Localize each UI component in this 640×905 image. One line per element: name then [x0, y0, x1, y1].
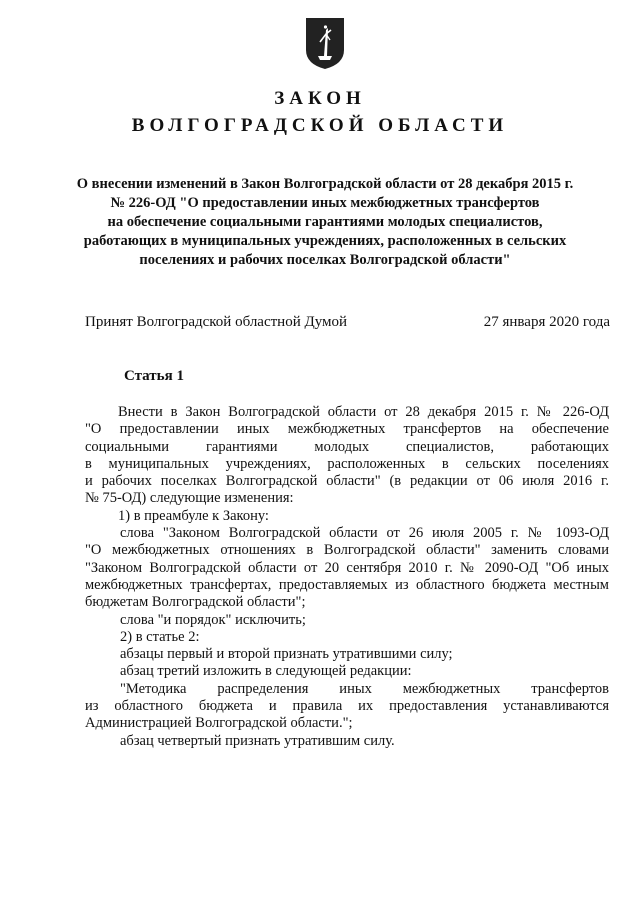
body-line: межбюджетных трансфертах, предоставляемых из областного бюджета местным [85, 576, 609, 593]
body-line: слова "и порядок" исключить; [120, 611, 306, 628]
body-line: абзац четвертый признать утратившим силу. [120, 732, 395, 749]
article-title: Статья 1 [124, 368, 184, 384]
article-body [85, 404, 609, 750]
subject-line: работающих в муниципальных учреждениях, расположенных в сельских [83, 233, 567, 249]
body-line: "Законом Волгоградской области от 20 сентября 2010 г. № 2090-ОД "Об иных [85, 559, 609, 576]
body-line: Администрацией Волгоградской области."; [85, 715, 353, 732]
subject-line: поселениях и рабочих поселках Волгоградской области" [139, 252, 511, 268]
subject-line: № 226-ОД "О предоставлении иных межбюджетных трансфертов [110, 195, 540, 211]
body-line: и рабочих поселках Волгоградской области" (в редакции от 06 июля 2016 г. [85, 473, 609, 490]
body-line: "Методика распределения иных межбюджетных трансфертов [120, 680, 609, 697]
body-line: 2) в статье 2: [120, 628, 200, 645]
region-name: ВОЛГОГРАДСКОЙ ОБЛАСТИ [131, 115, 509, 136]
body-line: слова "Законом Волгоградской области от 26 июля 2005 г. № 1093-ОД [120, 525, 609, 542]
body-line: социальными гарантиями молодых специалистов, работающих [85, 438, 609, 455]
adopted-by: Принят Волгоградской областной Думой [85, 314, 348, 330]
body-line: абзац третий изложить в следующей редакции: [120, 663, 412, 680]
adoption-line [85, 314, 610, 331]
adoption-date: 27 января 2020 года [483, 314, 610, 330]
body-line: из областного бюджета и правила их предоставления устанавливаются [85, 698, 609, 715]
body-line: бюджетам Волгоградской области"; [85, 594, 306, 611]
law-subject [40, 175, 610, 270]
body-line: "О предоставлении иных межбюджетных трансфертов на обеспечение [85, 421, 609, 438]
body-line: "О межбюджетных отношениях в Волгоградской области" заменить словами [85, 542, 609, 559]
coat-of-arms-icon [304, 16, 346, 71]
body-line: № 75-ОД) следующие изменения: [85, 490, 294, 507]
subject-line: на обеспечение социальными гарантиями молодых специалистов, [107, 214, 543, 230]
body-line: абзацы первый и второй признать утратившими силу; [120, 646, 453, 663]
body-line: 1) в преамбуле к Закону: [118, 507, 269, 524]
document-type: ЗАКОН [274, 88, 366, 109]
subject-line: О внесении изменений в Закон Волгоградской области от 28 декабря 2015 г. [76, 176, 574, 192]
body-line: в муниципальных учреждениях, расположенных в сельских поселениях [85, 455, 609, 472]
body-line: Внести в Закон Волгоградской области от 28 декабря 2015 г. № 226-ОД [118, 404, 609, 420]
